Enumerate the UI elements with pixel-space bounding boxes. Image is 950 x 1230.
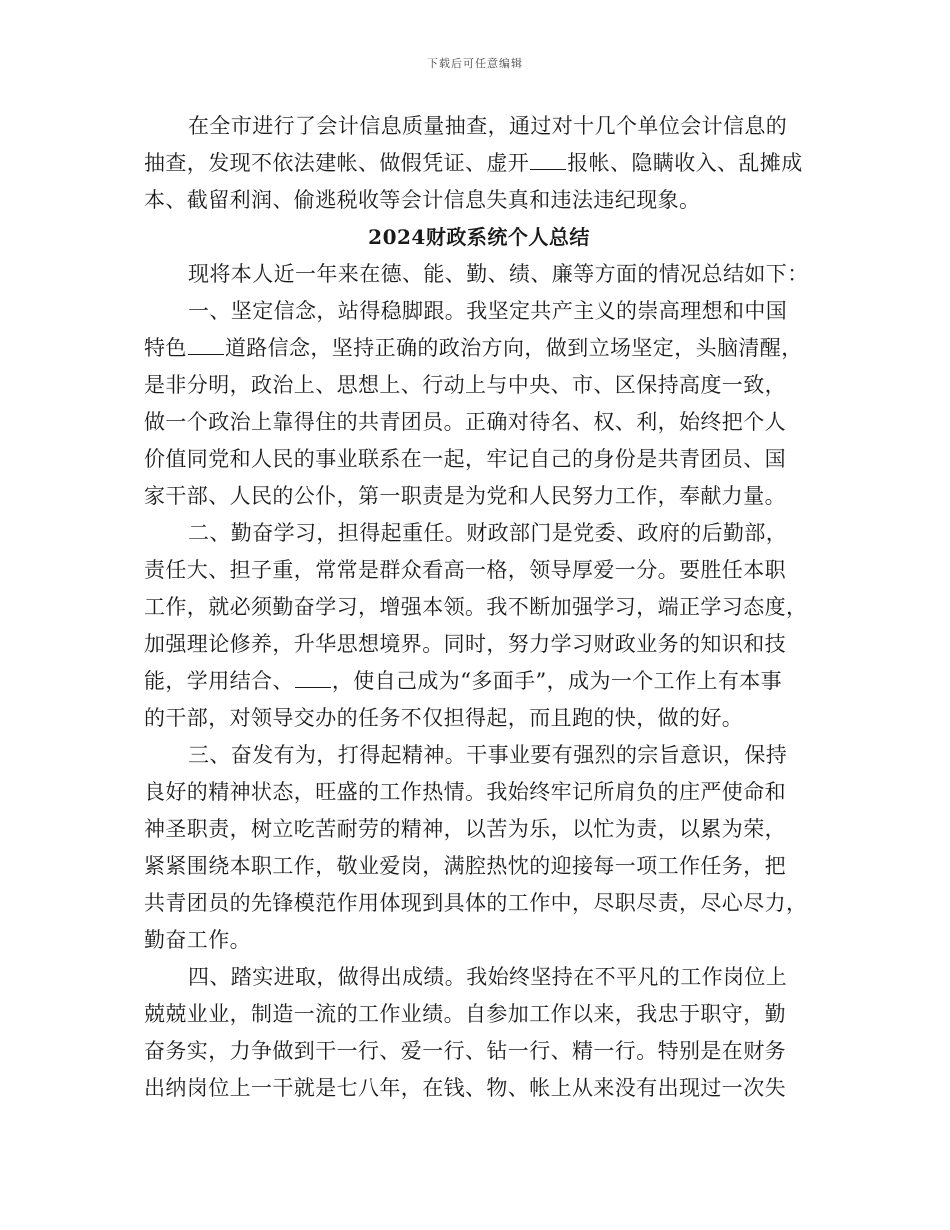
header-note: 下载后可任意编辑 bbox=[427, 57, 523, 70]
paragraph-line: 一、坚定信念，站得稳脚跟。我坚定共产主义的崇高理想和中国 bbox=[188, 299, 788, 323]
paragraph-line: 责任大、担子重，常常是群众看高一格，领导厚爱一分。要胜任本职 bbox=[144, 558, 786, 582]
fill-blank bbox=[295, 669, 331, 688]
paragraph-line: 做一个政治上靠得住的共青团员。正确对待名、权、利，始终把个人 bbox=[144, 410, 786, 434]
paragraph-line: 奋务实，力争做到干一行、爱一行、钻一行、精一行。特别是在财务 bbox=[144, 1039, 786, 1063]
paragraph-line: 良好的精神状态，旺盛的工作热情。我始终牢记所肩负的庄严使命和 bbox=[144, 780, 786, 804]
paragraph-line bbox=[144, 330, 814, 367]
paragraph-line: 共青团员的先锋模范作用体现到具体的工作中，尽职尽责，尽心尽力， bbox=[144, 891, 808, 915]
paragraph-line: 出纳岗位上一干就是七八年，在钱、物、帐上从来没有出现过一次失 bbox=[144, 1076, 786, 1100]
text-span: 道路信念，坚持正确的政治方向，做到立场坚定，头脑清醒， bbox=[224, 336, 803, 360]
text-span: ，使自己成为“多面手”，成为一个工作上有本事 bbox=[331, 669, 783, 693]
paragraph-line: 二、勤奋学习，担得起重任。财政部门是党委、政府的后勤部， bbox=[188, 521, 788, 545]
text-span: 抽查，发现不依法建帐、做假凭证、虚开 bbox=[144, 151, 530, 175]
paragraph-line: 四、踏实进取，做得出成绩。我始终坚持在不平凡的工作岗位上 bbox=[188, 965, 788, 989]
paragraph-line: 现将本人近一年来在德、能、勤、绩、廉等方面的情况总结如下： bbox=[188, 262, 809, 286]
paragraph-line: 三、奋发有为，打得起精神。干事业要有强烈的宗旨意识，保持 bbox=[188, 743, 788, 767]
text-span: 特色 bbox=[144, 336, 187, 360]
paragraph-line: 价值同党和人民的事业联系在一起，牢记自己的身份是共青团员、国 bbox=[144, 447, 786, 471]
document-title: 2024财政系统个人总结 bbox=[368, 225, 590, 249]
paragraph-line bbox=[144, 145, 814, 182]
fill-blank bbox=[188, 336, 224, 355]
paragraph-line: 紧紧围绕本职工作，敬业爱岗，满腔热忱的迎接每一项工作任务，把 bbox=[144, 854, 786, 878]
paragraph-line: 是非分明，政治上、思想上、行动上与中央、市、区保持高度一致， bbox=[144, 373, 786, 397]
paragraph-line bbox=[144, 663, 814, 700]
paragraph-line: 本、截留利润、偷逃税收等会计信息失真和违法违纪现象。 bbox=[144, 188, 701, 212]
paragraph-line: 神圣职责，树立吃苦耐劳的精神，以苦为乐，以忙为责，以累为荣， bbox=[144, 817, 786, 841]
text-span: 能，学用结合、 bbox=[144, 669, 294, 693]
text-span: 报帐、隐瞒收入、乱摊成 bbox=[567, 151, 803, 175]
paragraph-line: 在全市进行了会计信息质量抽查，通过对十几个单位会计信息的 bbox=[188, 114, 788, 138]
paragraph-line: 勤奋工作。 bbox=[144, 928, 251, 952]
document-body bbox=[144, 108, 814, 1107]
fill-blank bbox=[530, 151, 566, 170]
paragraph-line: 工作，就必须勤奋学习，增强本领。我不断加强学习，端正学习态度， bbox=[144, 595, 808, 619]
paragraph-line: 家干部、人民的公仆，第一职责是为党和人民努力工作，奉献力量。 bbox=[144, 484, 786, 508]
paragraph-line: 兢兢业业，制造一流的工作业绩。自参加工作以来，我忠于职守，勤 bbox=[144, 1002, 786, 1026]
paragraph-line: 加强理论修养，升华思想境界。同时，努力学习财政业务的知识和技 bbox=[144, 632, 786, 656]
paragraph-line: 的干部，对领导交办的任务不仅担得起，而且跑的快，做的好。 bbox=[144, 706, 744, 730]
